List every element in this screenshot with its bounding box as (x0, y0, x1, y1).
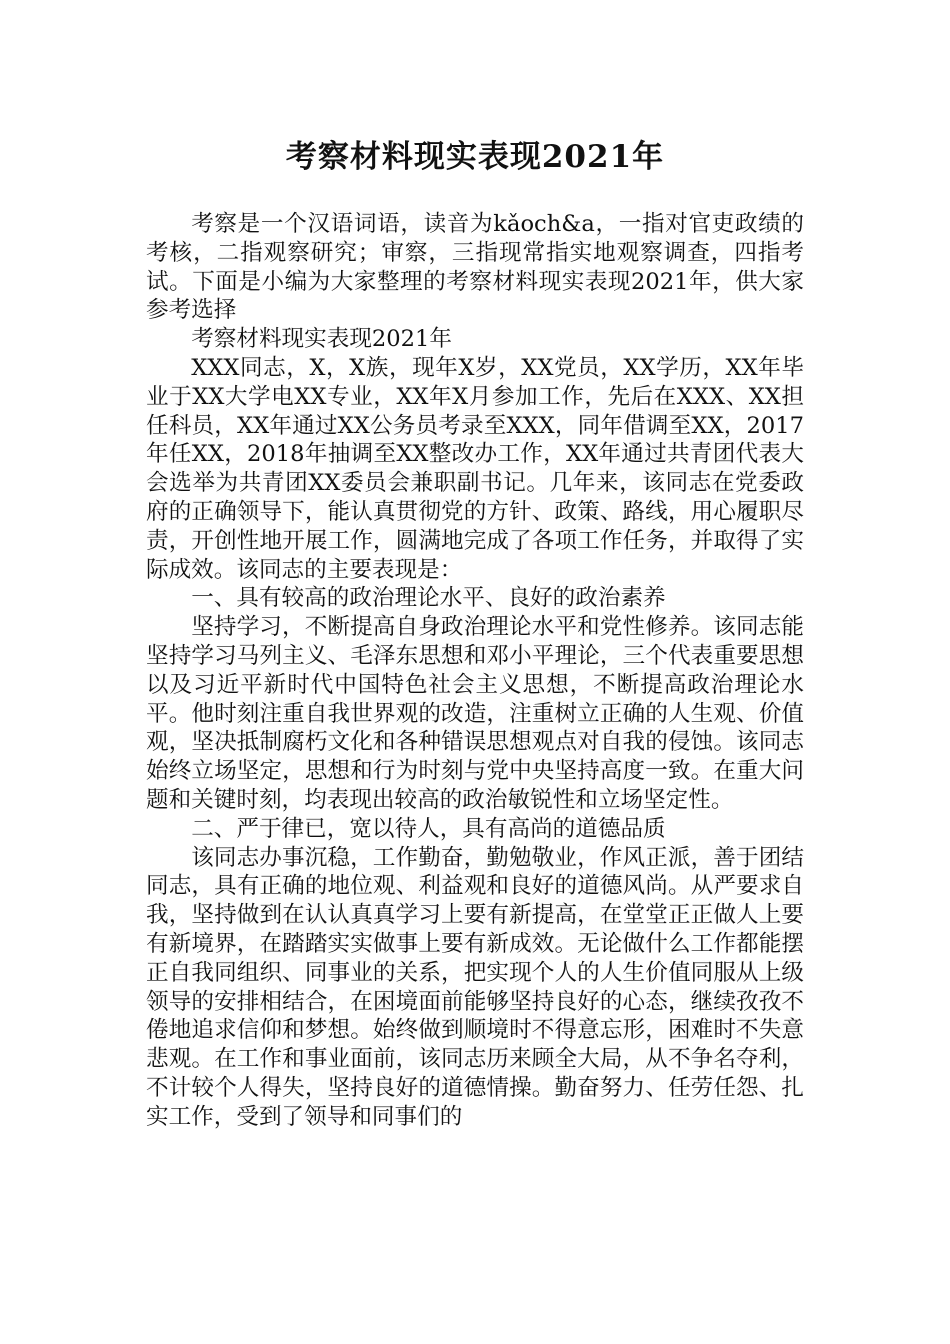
section-paragraph-1: 坚持学习，不断提高自身政治理论水平和党性修养。该同志能坚持学习马列主义、毛泽东思想和邓小平理论，三个代表重要思想以及习近平新时代中国特色社会主义思想，不断提高政治理论水平。他时刻注重自我世界观的改造，注重树立正确的人生观、价值观，坚决抵制腐朽文化和各种错误思想观点对自我的侵蚀。该同志始终立场坚定，思想和行为时刻与党中央坚持高度一致。在重大问题和关键时刻，均表现出较高的政治敏锐性和立场坚定性。 (146, 614, 804, 813)
intro-paragraph: 考察是一个汉语词语，读音为kǎoch&a，一指对官吏政绩的考核，二指观察研究；审察，三指现常指实地观察调查，四指考试。下面是小编为大家整理的考察材料现实表现2021年，供大家参考选择 (146, 211, 804, 324)
subtitle-paragraph: 考察材料现实表现2021年 (191, 326, 453, 353)
section-heading-2: 二、严于律已，宽以待人，具有高尚的道德品质 (191, 815, 666, 842)
document-title: 考察材料现实表现2021年 (285, 139, 665, 175)
document-body (146, 210, 804, 1132)
section-heading-1: 一、具有较高的政治理论水平、良好的政治素养 (191, 585, 666, 612)
section-paragraph-2: 该同志办事沉稳，工作勤奋，勤勉敬业，作风正派，善于团结同志，具有正确的地位观、利益观和良好的道德风尚。从严要求自我，坚持做到在认认真真学习上要有新提高，在堂堂正正做人上要有新境界，在踏踏实实做事上要有新成效。无论做什么工作都能摆正自我同组织、同事业的关系，把实现个人的人生价值同服从上级领导的安排相结合，在困境面前能够坚持良好的心态，继续孜孜不倦地追求信仰和梦想。始终做到顺境时不得意忘形，困难时不失意悲观。在工作和事业面前，该同志历来顾全大局，从不争名夺利，不计较个人得失，坚持良好的道德情操。勤奋努力、任劳任怨、扎实工作，受到了领导和同事们的 (146, 844, 804, 1130)
profile-paragraph: XXX同志，X，X族，现年X岁，XX党员，XX学历，XX年毕业于XX大学电XX专业，XX年X月参加工作，先后在XXX、XX担任科员，XX年通过XX公务员考录至XXX，同年借调至XX，2017年任XX，2018年抽调至XX整改办工作，XX年通过共青团代表大会选举为共青团XX委员会兼职副书记。几年来，该同志在党委政府的正确领导下，能认真贯彻党的方针、政策、路线，用心履职尽责，开创性地开展工作，圆满地完成了各项工作任务，并取得了实际成效。该同志的主要表现是： (146, 354, 804, 583)
